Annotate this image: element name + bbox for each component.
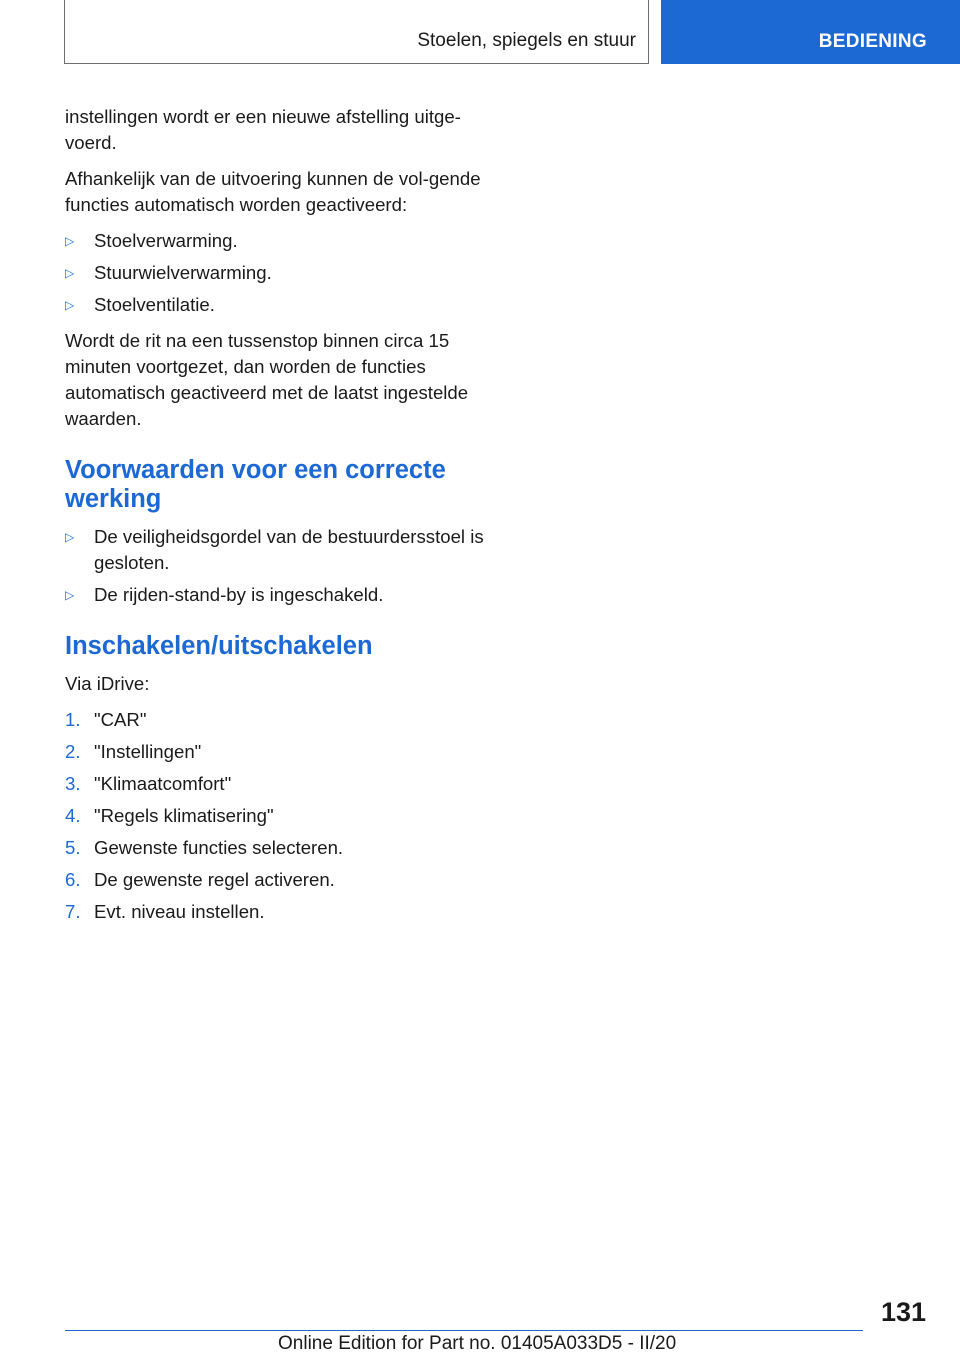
step-number: 7. (65, 901, 81, 922)
footer-divider (65, 1330, 863, 1331)
triangle-right-icon: ▷ (65, 298, 75, 312)
step-item (65, 739, 485, 765)
section-heading-toggle: Inschakelen/uitschakelen (65, 632, 373, 660)
step-item (65, 899, 485, 925)
list-item (65, 260, 485, 286)
list-item-text: De veiligheidsgordel van de bestuurdersstoel is gesloten. (94, 526, 484, 573)
list-item-text: De rijden-stand-by is ingeschakeld. (94, 584, 384, 605)
page-content (65, 104, 485, 935)
step-text: "Regels klimatisering" (94, 805, 274, 826)
step-text: Gewenste functies selecteren. (94, 837, 344, 858)
step-number: 2. (65, 741, 81, 762)
header-section-box (64, 0, 649, 64)
footer-edition: Online Edition for Part no. 01405A033D5 - II/20 (278, 1333, 677, 1354)
paragraph-1: instellingen wordt er een nieuwe afstelling uitge-voerd. (65, 106, 461, 153)
list-item (65, 524, 485, 576)
triangle-right-icon: ▷ (65, 588, 75, 602)
step-number: 4. (65, 805, 81, 826)
step-number: 3. (65, 773, 81, 794)
triangle-right-icon: ▷ (65, 266, 75, 280)
step-text: Evt. niveau instellen. (94, 901, 265, 922)
step-item (65, 707, 485, 733)
step-text: "Klimaatcomfort" (94, 773, 232, 794)
list-item (65, 582, 485, 608)
step-item (65, 771, 485, 797)
feature-list (65, 228, 485, 318)
step-text: "CAR" (94, 709, 147, 730)
triangle-right-icon: ▷ (65, 234, 75, 248)
triangle-right-icon: ▷ (65, 530, 75, 544)
step-text: "Instellingen" (94, 741, 202, 762)
step-item (65, 803, 485, 829)
list-item (65, 228, 485, 254)
list-item-text: Stoelverwarming. (94, 230, 238, 251)
page-number: 131 (880, 1297, 926, 1327)
header-chapter-tab (661, 0, 960, 64)
steps-list (65, 707, 485, 925)
header-section-title: Stoelen, spiegels en stuur (417, 30, 636, 51)
step-text: De gewenste regel activeren. (94, 869, 335, 890)
list-item-text: Stoelventilatie. (94, 294, 215, 315)
step-number: 1. (65, 709, 81, 730)
paragraph-2: Afhankelijk van de uitvoering kunnen de vol-gende functies automatisch worden geactiveerd: (65, 168, 481, 215)
conditions-list (65, 524, 485, 608)
step-number: 5. (65, 837, 81, 858)
step-item (65, 867, 485, 893)
step-number: 6. (65, 869, 81, 890)
paragraph-3: Wordt de rit na een tussenstop binnen circa 15 minuten voortgezet, dan worden de functies automatisch geactiveerd met de laatst ingestelde waarden. (65, 330, 469, 429)
step-item (65, 835, 485, 861)
intro-text: Via iDrive: (65, 673, 150, 694)
header-chapter-label: BEDIENING (818, 31, 927, 52)
list-item-text: Stuurwielverwarming. (94, 262, 272, 283)
section-heading-conditions: Voorwaarden voor een correcte werking (65, 456, 446, 513)
list-item (65, 292, 485, 318)
